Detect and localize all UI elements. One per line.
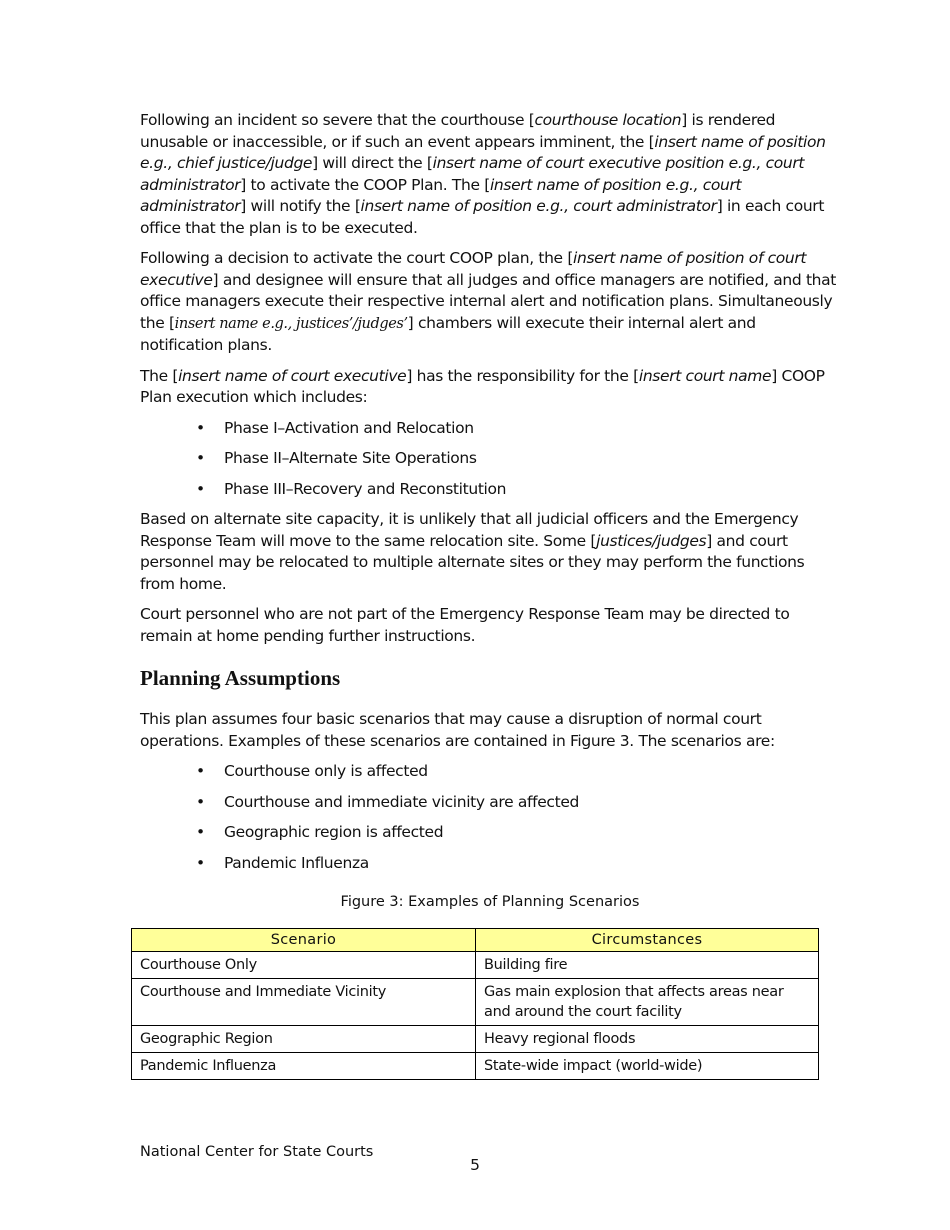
- text-run: Pandemic Influenza: [224, 853, 369, 872]
- text-run: ] chambers will execute their internal alert and notification plans.: [140, 313, 756, 354]
- figure-caption: Figure 3: Examples of Planning Scenarios: [340, 894, 640, 910]
- table-header-row: [132, 928, 819, 951]
- bullet-icon: •: [196, 853, 205, 872]
- paragraph-scenarios-intro: This plan assumes four basic scenarios that may cause a disruption of normal court operations. Examples of these scenarios are contained in Figure 3. The scenarios are:: [140, 710, 775, 750]
- text-run: ] will notify the [: [240, 197, 361, 215]
- list-item: [140, 822, 840, 844]
- table-cell: Geographic Region: [132, 1025, 476, 1052]
- document-body: [140, 110, 840, 1080]
- scenario-list: [140, 761, 840, 874]
- table-row: [132, 978, 819, 1025]
- text-run: ] to activate the COOP Plan. The [: [240, 175, 490, 194]
- table-cell: Courthouse and Immediate Vicinity: [132, 978, 476, 1025]
- paragraph-alternate-site-capacity: [140, 509, 840, 595]
- placeholder-justices-judges: insert name e.g., justices’/judges’: [174, 315, 408, 332]
- paragraph-coop-activation: [140, 110, 840, 239]
- section-heading: Planning Assumptions: [140, 666, 341, 690]
- text-run: Activation and Relocation: [284, 418, 474, 437]
- list-item: [140, 448, 840, 470]
- table-cell: Heavy regional floods: [476, 1025, 819, 1052]
- text-run: Courthouse and immediate vicinity are affected: [224, 792, 579, 811]
- list-item: [140, 418, 840, 440]
- page-number: 5: [470, 1156, 480, 1174]
- text-run: The [: [140, 366, 179, 385]
- table-row: [132, 1052, 819, 1079]
- bullet-icon: •: [196, 418, 205, 437]
- text-run: Recovery and Reconstitution: [293, 479, 507, 498]
- table-row: [132, 951, 819, 978]
- table-cell: Gas main explosion that affects areas near and around the court facility: [476, 978, 819, 1025]
- placeholder-justices-judges: justices/judges: [596, 531, 707, 550]
- table-cell: Building fire: [476, 951, 819, 978]
- list-item: [140, 761, 840, 783]
- placeholder-position: insert name of position e.g., court administrator: [360, 197, 717, 215]
- bullet-icon: •: [196, 479, 205, 498]
- table-cell: Pandemic Influenza: [132, 1052, 476, 1079]
- planning-scenarios-table: [131, 928, 819, 1080]
- bullet-icon: •: [196, 762, 205, 780]
- placeholder-court-executive: insert name of position of court executive: [140, 249, 807, 289]
- table-cell: Courthouse Only: [132, 951, 476, 978]
- list-item: [140, 792, 840, 814]
- text-run: Alternate Site Operations: [288, 449, 477, 467]
- paragraph-court-personnel: Court personnel who are not part of the Emergency Response Team may be directed to remain at home pending further instructions.: [140, 605, 790, 645]
- table-cell: State-wide impact (world-wide): [476, 1052, 819, 1079]
- text-run: ] COOP Plan execution which includes:: [140, 366, 825, 406]
- placeholder-court-name: insert court name: [638, 366, 772, 385]
- text-run: Phase II: [224, 449, 282, 467]
- text-run: Based on alternate site capacity, it is unlikely that all judicial officers and the Emergency Response Team will move to the same relocation site. Some [: [140, 510, 799, 550]
- text-run: Phase III: [224, 479, 286, 498]
- text-run: ] and designee will ensure that all judges and office managers are notified, and that office managers execute their respective internal alert and notification plans. Simultaneously the [: [140, 270, 837, 332]
- text-run: Geographic region is affected: [224, 823, 444, 841]
- paragraph-execution-responsibility: [140, 366, 840, 409]
- placeholder-courthouse-location: courthouse location: [534, 111, 682, 129]
- text-run: ] and court personnel may be relocated to multiple alternate sites or they may perform the functions from home.: [140, 531, 805, 593]
- text-run: Courthouse only is affected: [224, 762, 428, 780]
- text-run: ] will direct the [: [312, 154, 433, 172]
- list-item: [140, 853, 840, 875]
- text-run: Phase I: [224, 418, 278, 437]
- paragraph-activation-decision: [140, 248, 840, 357]
- placeholder-position: insert name of position e.g., court administrator: [140, 175, 742, 215]
- footer-organization: National Center for State Courts: [140, 1144, 374, 1160]
- text-run: –: [285, 479, 294, 498]
- text-run: Following an incident so severe that the courthouse [: [140, 111, 535, 129]
- table-row: [132, 1025, 819, 1052]
- placeholder-position: insert name of position e.g., chief justice/judge: [140, 132, 826, 172]
- column-header-scenario: Scenario: [132, 928, 476, 951]
- list-item: [140, 479, 840, 501]
- text-run: –: [281, 449, 289, 467]
- bullet-icon: •: [196, 792, 205, 811]
- text-run: ] in each court office that the plan is to be executed.: [140, 197, 825, 237]
- placeholder-court-executive: insert name of court executive: [178, 366, 407, 385]
- text-run: ] is rendered unusable or inaccessible, or if such an event appears imminent, the [: [140, 111, 776, 151]
- phase-list: [140, 418, 840, 501]
- bullet-icon: •: [196, 449, 205, 467]
- text-run: ] has the responsibility for the [: [406, 366, 639, 385]
- text-run: Following a decision to activate the court COOP plan, the [: [140, 249, 574, 267]
- text-run: –: [277, 418, 285, 437]
- placeholder-court-executive-position: insert name of court executive position e.g., court administrator: [140, 154, 805, 194]
- bullet-icon: •: [196, 823, 205, 841]
- column-header-circumstances: Circumstances: [476, 928, 819, 951]
